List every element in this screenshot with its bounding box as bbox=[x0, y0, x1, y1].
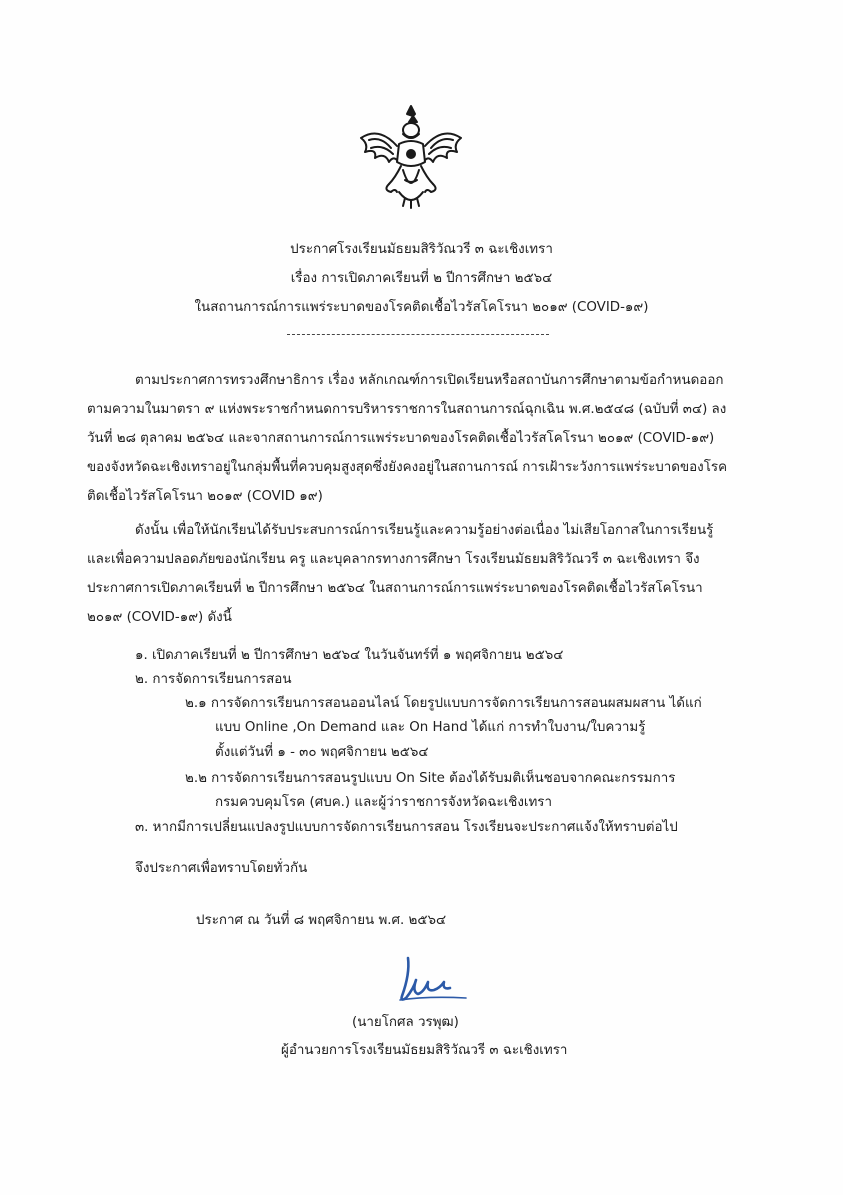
subitem-2-1-line1: ๒.๑ การจัดการเรียนการสอนออนไลน์ โดยรูปแบบการจัดการเรียนการสอนผสมผสาน ได้แก่ bbox=[185, 696, 702, 711]
paragraph1-line4: ของจังหวัดฉะเชิงเทราอยู่ในกลุ่มพื้นที่ควบคุมสูงสุดซึ่งยังคงอยู่ในสถานการณ์ การเฝ้าระวังการแพร่ระบาดของโรค bbox=[87, 460, 728, 475]
paragraph1-line1: ตามประกาศการทรวงศึกษาธิการ เรื่อง หลักเกณฑ์การเปิดเรียนหรือสถาบันการศึกษาตามข้อกำหนดออก bbox=[135, 373, 724, 388]
subject-line: เรื่อง การเปิดภาคเรียนที่ ๒ ปีการศึกษา ๒๕๖๔ bbox=[290, 271, 553, 286]
paragraph2-line2: และเพื่อความปลอดภัยของนักเรียน ครู และบุคลากรทางการศึกษา โรงเรียนมัธยมสิริวัณวรี ๓ ฉะเชิงเทรา จึง bbox=[87, 552, 700, 567]
signatory-position: ผู้อำนวยการโรงเรียนมัธยมสิริวัณวรี ๓ ฉะเชิงเทรา bbox=[281, 1043, 568, 1058]
subitem-2-1-line3: ตั้งแต่วันที่ ๑ - ๓๐ พฤศจิกายน ๒๕๖๔ bbox=[215, 745, 429, 760]
signature-mark bbox=[388, 952, 478, 1008]
garuda-emblem bbox=[355, 100, 467, 212]
paragraph2-line3: ประกาศการเปิดภาคเรียนที่ ๒ ปีการศึกษา ๒๕๖๔ ในสถานการณ์การแพร่ระบาดของโรคติดเชื้อไวรัสโคโรนา bbox=[87, 581, 703, 596]
subitem-2-2-line2: กรมควบคุมโรค (ศบค.) และผู้ว่าราชการจังหวัดฉะเชิงเทรา bbox=[215, 795, 552, 810]
subitem-2-1-line2: แบบ Online ,On Demand และ On Hand ได้แก่ การทำใบงาน/ใบความรู้ bbox=[215, 720, 646, 735]
paragraph1-line3: วันที่ ๒๘ ตุลาคม ๒๕๖๔ และจากสถานการณ์การแพร่ระบาดของโรคติดเชื้อไวรัสโคโรนา ๒๐๑๙ (COVID-๑๙) bbox=[87, 431, 715, 446]
date-line: ประกาศ ณ วันที่ ๘ พฤศจิกายน พ.ศ. ๒๕๖๔ bbox=[196, 913, 447, 928]
signatory-name: (นายโกศล วรพุฒ) bbox=[352, 1015, 459, 1030]
paragraph1-line5: ติดเชื้อไวรัสโคโรนา ๒๐๑๙ (COVID ๑๙) bbox=[87, 489, 323, 504]
subitem-2-2-line1: ๒.๒ การจัดการเรียนการสอนรูปแบบ On Site ต้องได้รับมติเห็นชอบจากคณะกรรมการ bbox=[185, 771, 676, 786]
header-divider bbox=[287, 334, 549, 335]
list-item-1: ๑. เปิดภาคเรียนที่ ๒ ปีการศึกษา ๒๕๖๔ ในวันจันทร์ที่ ๑ พฤศจิกายน ๒๕๖๔ bbox=[135, 648, 564, 663]
announcement-title: ประกาศโรงเรียนมัธยมสิริวัณวรี ๓ ฉะเชิงเทรา bbox=[290, 242, 553, 257]
closing-line: จึงประกาศเพื่อทราบโดยทั่วกัน bbox=[135, 861, 308, 876]
context-line: ในสถานการณ์การแพร่ระบาดของโรคติดเชื้อไวรัสโคโรนา ๒๐๑๙ (COVID-๑๙) bbox=[194, 300, 649, 315]
list-item-3: ๓. หากมีการเปลี่ยนแปลงรูปแบบการจัดการเรียนการสอน โรงเรียนจะประกาศแจ้งให้ทราบต่อไป bbox=[135, 820, 678, 835]
list-item-2: ๒. การจัดการเรียนการสอน bbox=[135, 672, 292, 687]
paragraph1-line2: ตามความในมาตรา ๙ แห่งพระราชกำหนดการบริหารราชการในสถานการณ์ฉุกเฉิน พ.ศ.๒๕๔๘ (ฉบับที่ ๓๔) ลง bbox=[87, 402, 727, 417]
paragraph2-line1: ดังนั้น เพื่อให้นักเรียนได้รับประสบการณ์การเรียนรู้และความรู้อย่างต่อเนื่อง ไม่เสียโอกาสในการเรียนรู้ bbox=[135, 523, 714, 538]
paragraph2-line4: ๒๐๑๙ (COVID-๑๙) ดังนี้ bbox=[87, 610, 232, 625]
